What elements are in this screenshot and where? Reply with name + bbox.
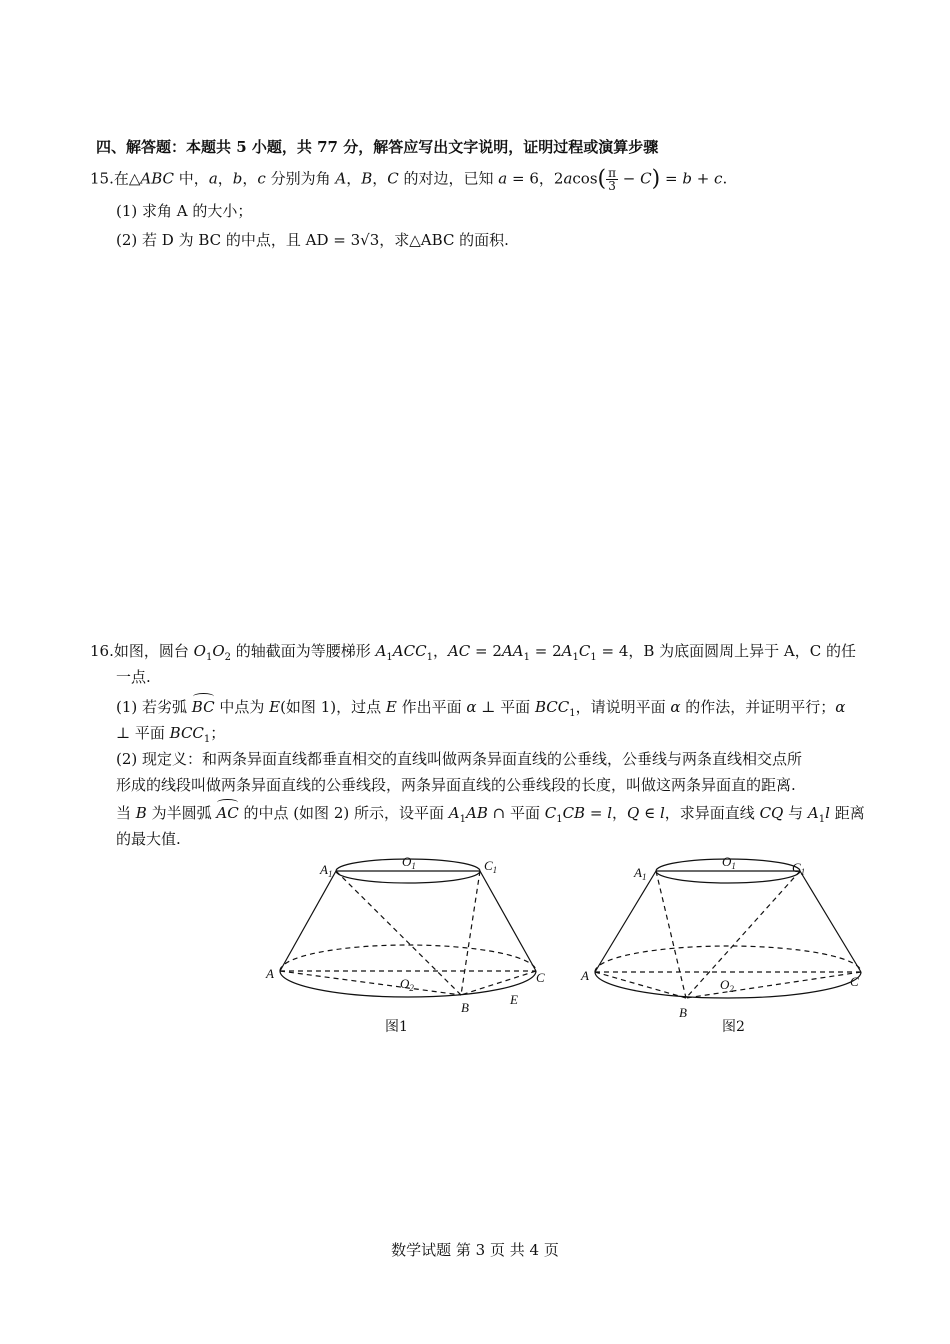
q16-stem-line2: 一点. [116, 668, 151, 686]
generatrix-right [480, 871, 536, 971]
generatrix-right [800, 871, 861, 972]
label-c: C [850, 974, 859, 989]
label-a: A [266, 966, 274, 981]
label-a1: $A_1$ [320, 862, 333, 879]
q16-number: 16. [90, 642, 114, 660]
figure-2 [578, 850, 868, 1020]
generatrix-left [280, 871, 336, 971]
figure-2-caption: 图2 [722, 1019, 745, 1035]
bottom-base-back-arc [595, 946, 861, 972]
segment-c-b [461, 971, 536, 995]
q16-part2-line2: 形成的线段叫做两条异面直线的公垂线段，两条异面直线的公垂线段的长度，叫做这两条异面直的距离. [116, 776, 796, 794]
q16-part1-line1: (1) 若劣弧 BC 中点为 E(如图 1)，过点 E 作出平面 α ⊥ 平面 $BCC_1$，请说明平面 α 的作法，并证明平行；α [116, 698, 846, 719]
label-b: B [679, 1005, 687, 1020]
segment-a1-b [656, 871, 686, 998]
label-o1: $O_1$ [722, 854, 736, 871]
q16-stem-line1: 16.如图，圆台 $O_1O_2$ 的轴截面为等腰梯形 $A_1ACC_1$，AC = $2AA_1 = 2A_1C_1 = 4$，B 为底面圆周上异于 A，C 的任 [90, 642, 857, 663]
segment-c-b [686, 972, 861, 998]
q16-line1-end: B 为底面圆周上异于 A，C 的任 [643, 642, 857, 660]
section-heading: 四、解答题：本题共 5 小题，共 77 分，解答应写出文字说明，证明过程或演算步骤 [96, 138, 659, 156]
q16-part1-line2: ⊥ 平面 $BCC_1$； [116, 724, 226, 745]
q16-part2-line1: (2) 现定义：和两条异面直线都垂直相交的直线叫做两条异面直线的公垂线，公垂线与两条直线相交点所 [116, 750, 803, 768]
label-o2: $O_2$ [720, 977, 734, 994]
q16-part2-line4: 的最大值. [116, 830, 181, 848]
q15-stem: 15.在△ABC 中，a，b，c 分别为角 A，B，C 的对边，已知 a = 6，2acos( $\frac{\pi}{3}$ − C) = b + c. [90, 166, 728, 193]
label-c: C [536, 970, 545, 985]
page-footer: 数学试题 第 3 页 共 4 页 [391, 1241, 559, 1259]
label-b: B [461, 1000, 469, 1015]
label-c1: $C_1$ [792, 860, 806, 877]
label-c1: $C_1$ [484, 858, 498, 875]
figure-1-caption: 图1 [385, 1019, 408, 1035]
label-o1: $O_1$ [402, 854, 416, 871]
segment-a1-b [336, 871, 461, 995]
q15-number: 15. [90, 169, 114, 188]
generatrix-left [595, 871, 656, 972]
segment-c1-b [686, 871, 800, 998]
segment-a-b [595, 972, 686, 998]
bottom-base-back-arc [280, 945, 536, 971]
segment-a-b [280, 971, 461, 995]
label-o2: $O_2$ [400, 976, 414, 993]
q16-part2-line3: 当 B 为半圆弧 AC 的中点 (如图 2) 所示，设平面 $A_1AB$ ∩ 平面 $C_1CB = l$，Q ∈ l，求异面直线 CQ 与 $A_1l$ 距离 [116, 804, 865, 825]
q15-part2: (2) 若 D 为 BC 的中点，且 AD = 3√3，求△ABC 的面积. [116, 231, 509, 249]
label-a1: $A_1$ [634, 865, 647, 882]
segment-c1-b [461, 871, 480, 995]
label-e: E [510, 992, 518, 1007]
q15-part1: (1) 求角 A 的大小； [116, 202, 253, 220]
label-a: A [581, 968, 589, 983]
figure-1 [258, 850, 558, 1020]
